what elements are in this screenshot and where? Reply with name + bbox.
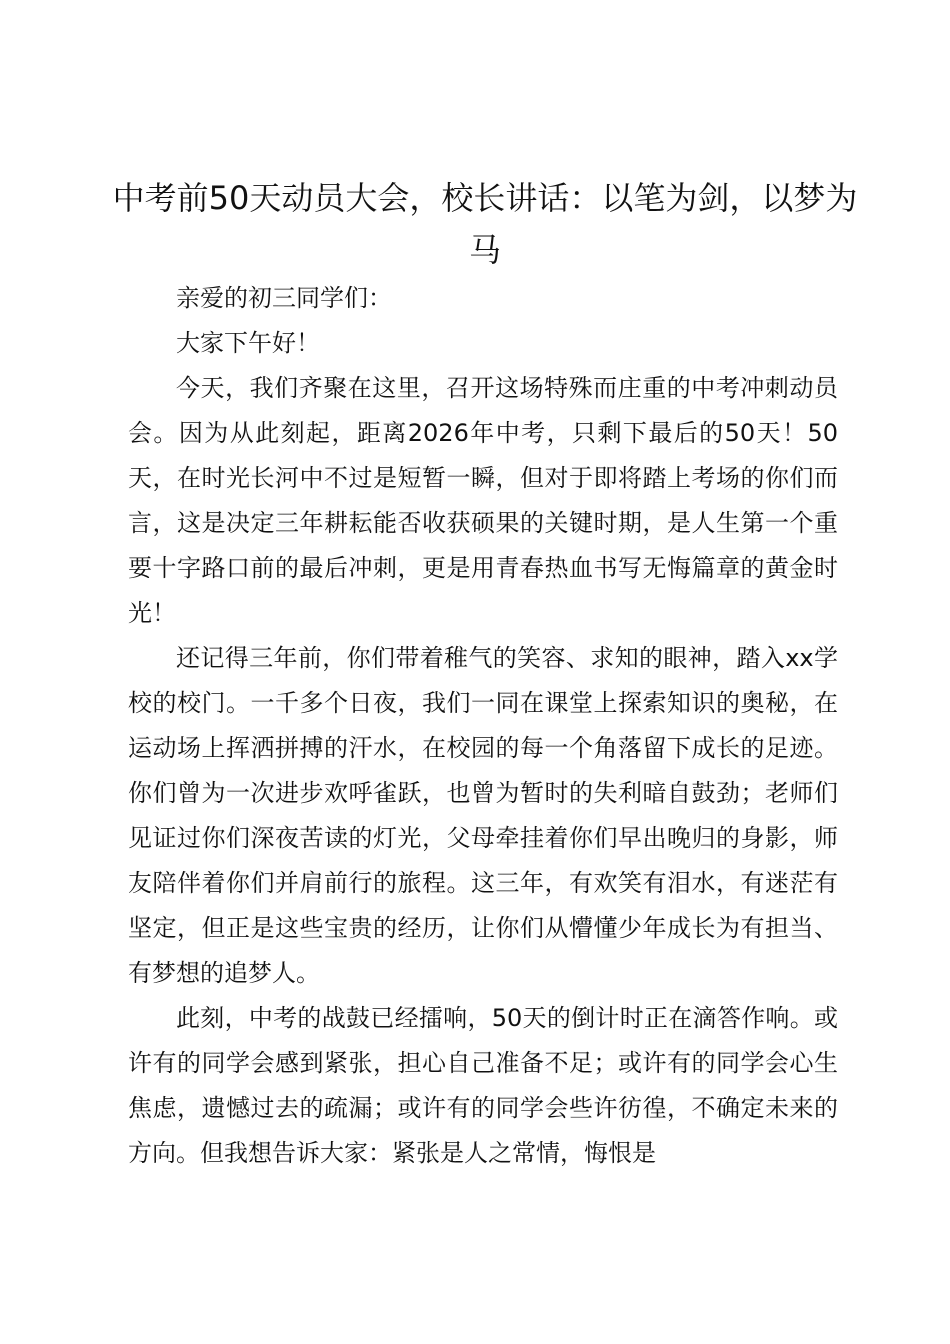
paragraph: 今天，我们齐聚在这里，召开这场特殊而庄重的中考冲刺动员会。因为从此刻起，距离2026年中考，只剩下最后的50天！50天，在时光长河中不过是短暂一瞬，但对于即将踏上考场的你们而言，这是决定三年耕耘能否收获硕果的关键时期，是人生第一个重要十字路口前的最后冲刺，更是用青春热血书写无悔篇章的黄金时光！ xyxy=(128,374,838,627)
salutation: 亲爱的初三同学们： xyxy=(176,284,392,312)
paragraph: 此刻，中考的战鼓已经擂响，50天的倒计时正在滴答作响。或许有的同学会感到紧张，担心自己准备不足；或许有的同学会心生焦虑，遗憾过去的疏漏；或许有的同学会些许彷徨，不确定未来的方向。但我想告诉大家：紧张是人之常情，悔恨是 xyxy=(128,1004,838,1167)
document-title: 中考前50天动员大会，校长讲话：以笔为剑，以梦为马 xyxy=(112,179,858,269)
greeting: 大家下午好！ xyxy=(176,329,320,357)
document-body xyxy=(128,276,838,1176)
paragraph: 还记得三年前，你们带着稚气的笑容、求知的眼神，踏入xx学校的校门。一千多个日夜，我们一同在课堂上探索知识的奥秘，在运动场上挥洒拼搏的汗水，在校园的每一个角落留下成长的足迹。你们曾为一次进步欢呼雀跃，也曾为暂时的失利暗自鼓劲；老师们见证过你们深夜苦读的灯光，父母牵挂着你们早出晚归的身影，师友陪伴着你们并肩前行的旅程。这三年，有欢笑有泪水，有迷茫有坚定，但正是这些宝贵的经历，让你们从懵懂少年成长为有担当、有梦想的追梦人。 xyxy=(128,644,838,987)
